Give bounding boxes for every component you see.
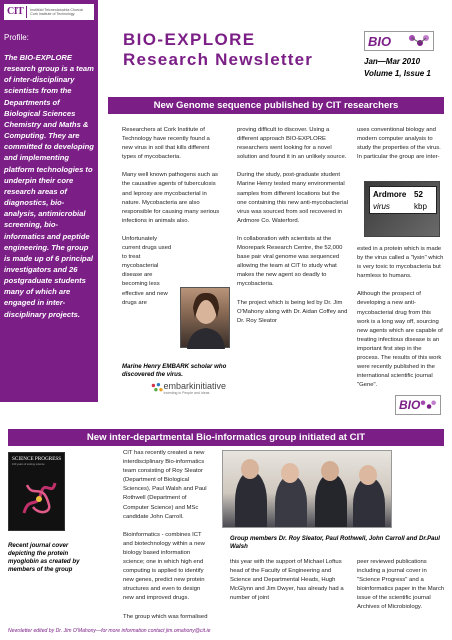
portrait-image	[181, 288, 231, 349]
profile-text: The BIO-EXPLORE research group is a team of inter-disciplinary scientists from the Departments of Biological Sciences Chemistry and Maths & Computing. They are committed to developing and implementing platform technologies to underpin their core research areas of diagnostics, bio-analysis, antimicrobial screening, bio-informatics and peptide engineering. The group is made up of 6 principal investigators and 26 postgraduate students many of which are engaged in inter-disciplinary projects.	[4, 53, 94, 319]
article1-column3-bottom	[357, 245, 445, 399]
marine-henry-photo	[180, 287, 230, 348]
headline-genome: New Genome sequence published by CIT researchers	[108, 97, 444, 114]
group-members-photo	[222, 450, 392, 528]
journal-title: SCIENCE PROGRESS	[12, 456, 62, 462]
person-head	[321, 461, 339, 481]
paragraph: Researchers at Cork Institute of Technology have recently found a new virus in soil that kills different types of mycobacteria.	[122, 127, 210, 161]
virus-label-name: Ardmore	[373, 190, 407, 199]
paragraph: During the study, post-graduate student Marine Henry tested many environmental samples from different locations but the one containing this new anti-mycobacterial virus was sourced from soil recovered in Ardmore Co. Waterford.	[237, 172, 349, 224]
paragraph: Bioinformatics - combines ICT and biotechnology within a new biology based information science; one in which high end computing is applied to identify new genes, predict new protein structures and even to design new and improved drugs.	[123, 531, 205, 602]
person-head	[241, 459, 259, 479]
sidebar-profile	[0, 0, 98, 402]
embark-logo-text: embarkinitiative	[163, 380, 226, 391]
cit-logo	[4, 4, 94, 20]
virus-label-number: 52	[414, 190, 423, 199]
embark-logo	[150, 378, 226, 398]
cit-logo-text: Institiúid Teicneolaíochta Chorcaí Cork Institute of Technology	[30, 7, 83, 16]
group-photo-caption: Group members Dr. Roy Sleator, Paul Rothwell, John Carroll and Dr.Paul Walsh	[230, 535, 440, 550]
title-line2: Research Newsletter	[123, 50, 314, 69]
virus-label-unit: kbp	[414, 202, 427, 211]
title-line1: BIO-EXPLORE	[123, 30, 256, 49]
paragraph: The project which is being led by Dr. Jim O'Mahony along with Dr. Aidan Coffey and Dr. Roy Sleator	[237, 299, 348, 324]
person-figure	[235, 471, 267, 528]
profile-label: Profile:	[4, 33, 29, 42]
bio-logo-small	[395, 395, 441, 415]
bio-logo-text: BIO	[368, 33, 392, 49]
paragraph: The group which was formalised	[123, 613, 208, 620]
paragraph: this year with the support of Michael Loftus head of the Faculty of Engineering and Science and Departmental Heads, Hugh McGlynn and Jim Dwyer, has already had a number of joint	[230, 559, 344, 602]
virus-label-word: virus	[373, 202, 390, 211]
embark-logo-subtitle: Investing in People and Ideas	[163, 390, 210, 395]
molecule-icon	[420, 399, 437, 411]
headline-bioinformatics: New inter-departmental Bio-informatics group initiated at CIT	[8, 429, 444, 446]
person-figure	[315, 473, 347, 528]
article1-column2	[237, 126, 351, 335]
paragraph: In collaboration with scientists at the Moorepark Research Centre, the 52,000 base pair viral genome was sequenced allowing the team at CIT to study what makes the new agent so deadly to mycobacteria.	[237, 235, 343, 288]
issue-volume: Volume 1, Issue 1	[364, 69, 431, 78]
molecule-icon	[408, 34, 430, 48]
footer-credit: Newsletter edited by Dr. Jim O'Mahony—for more information contact jim.omahony@cit.ie	[8, 628, 211, 634]
article2-column3	[357, 558, 445, 622]
person-head	[281, 463, 299, 483]
paragraph: Although the prospect of developing a new anti-mycobacterial drug from this work is a long way off, sourcing new agents which are capable of treating infectious disease is an important first step in the process. The results of this work were recently published in the international scientific journal "Gene".	[357, 291, 443, 389]
paragraph: proving difficult to discover. Using a different approach BIO-EXPLORE researchers went looking for a novel solution and found it in an unlikely source.	[237, 127, 347, 161]
journal-subtitle: 100 years of solving science	[12, 463, 45, 466]
person-head	[359, 465, 377, 485]
paragraph: CIT has recently created a new interdisciplinary Bio-informatics team consisting of Roy Sleator (Department of Biological Sciences), Paul Walsh and Paul Rothwell (Department of Computer Science) and MSc candidate John Carroll.	[123, 450, 207, 520]
virus-image	[364, 181, 440, 237]
article2-column2	[230, 558, 346, 612]
virus-label-box	[369, 186, 437, 214]
article2-column1	[123, 449, 211, 631]
article1-column3-top	[357, 126, 445, 171]
cit-logo-mark: CIT	[4, 6, 27, 18]
paragraph: Unfortunately current drugs used to treat mycobacterial disease are becoming less effective and new drugs are	[122, 235, 172, 306]
paragraph: peer reviewed publications including a journal cover in "Science Progress" and a bioinformatics paper in the March issue of the scientific journal Archives of Microbiology.	[357, 559, 445, 611]
photo-caption-marine: Marine Henry EMBARK scholar who discovered the virus.	[122, 363, 227, 378]
issue-date: Jan—Mar 2010	[364, 57, 421, 66]
bio-logo	[364, 31, 434, 51]
paragraph: ested in a protein which is made by the virus called a "lysin" which is very toxic to mycobacteria but harmless to humans.	[357, 246, 444, 280]
paragraph: Many well known pathogens such as the causative agents of tuberculosis and leprosy are mycobacterial in nature. Mycobacteria are also responsible for causing many serious infections in animals also.	[122, 172, 220, 224]
newsletter-title	[123, 30, 313, 70]
paragraph: uses conventional biology and modern computer analysis to study the properties of the virus. In particular the group are inter-	[357, 127, 441, 161]
bio-logo-text: BIO	[399, 398, 421, 412]
journal-caption: Recent journal cover depicting the protein myoglobin as created by members of the group	[8, 542, 80, 573]
embark-logo-icon	[150, 381, 163, 395]
protein-structure-image	[19, 475, 59, 519]
journal-cover-image	[8, 452, 65, 531]
